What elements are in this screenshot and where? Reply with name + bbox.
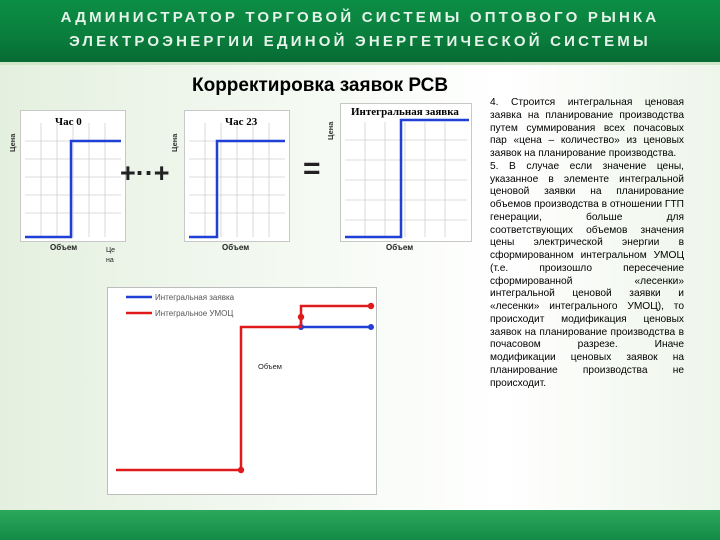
chart-hour-23 [184,110,290,242]
y-axis-label: Цена [8,133,17,152]
header-line-1: АДМИНИСТРАТОР ТОРГОВОЙ СИСТЕМЫ ОПТОВОГО РЫНКА [60,9,660,26]
header-line-2: ЭЛЕКТРОЭНЕРГИИ ЕДИНОЙ ЭНЕРГЕТИЧЕСКОЙ СИСТЕМЫ [69,33,651,50]
integral-bid-point [368,324,374,330]
integral-umoc-point [238,467,244,473]
body-text [490,97,684,390]
header-banner [0,0,720,62]
x-axis-label: Объем [50,243,78,252]
chart-title: Час 23 [225,116,258,128]
x-axis-label: Объем [386,243,414,252]
legend-label-integral-bid: Интегральная заявка [155,293,235,302]
paragraph-5: 5. В случае если значение цены, указанное в элементе интегральной ценовой заявки на планирование объемов производства в отношении ГТП генерации, больше для соответствующих объемов значения цены электрической энергии в сформированном интегральном УМОЦ (т.е. произошло пересечение сформированной «лесенки» интегральной ценовой заявки и «лесенки» интегрального УМОЦ), то происходит модификация ценовых заявок на планирование производства в почасовом разрезе. Иначе модификации ценовых заявок на планирование производства не происходит. [490,160,684,389]
y-axis-label: Цена [326,121,335,140]
y-axis-label: Цена [170,133,179,152]
chart-hour-23-plot [185,111,289,241]
header-separator [0,62,720,65]
paragraph-4: 4. Строится интегральная ценовая заявка на планирование производства путем суммирования всех почасовых пар «цена – количество» из ценовых заявок на планирование производства. [490,97,684,159]
integral-umoc-point [368,303,374,309]
chart-title: Интегральная заявка [351,106,459,118]
chart-title: Час 0 [55,116,82,128]
stray-label: Це на [106,247,116,264]
chart-hour-0-plot [21,111,125,241]
slide-title: Корректировка заявок РСВ [192,75,449,96]
chart-hour-0 [20,110,126,242]
x-axis-label: Объем [222,243,250,252]
chart-integral-bid-plot [341,104,471,241]
legend-label-integral-umoc: Интегральное УМОЦ [155,309,234,318]
plus-dots-operator: +··+ [120,158,170,188]
integral-umoc-point [298,314,304,320]
main-chart-plot [108,288,376,494]
step-line [345,120,469,237]
integral-umoc-line [116,306,371,470]
integral-bid-line [301,317,371,327]
x-axis-label: Объем [258,362,282,371]
footer-bar [0,510,720,540]
grid-lines [345,122,467,237]
chart-integral-bid [340,103,472,242]
equals-operator: = [303,152,321,185]
main-chart [107,287,377,495]
